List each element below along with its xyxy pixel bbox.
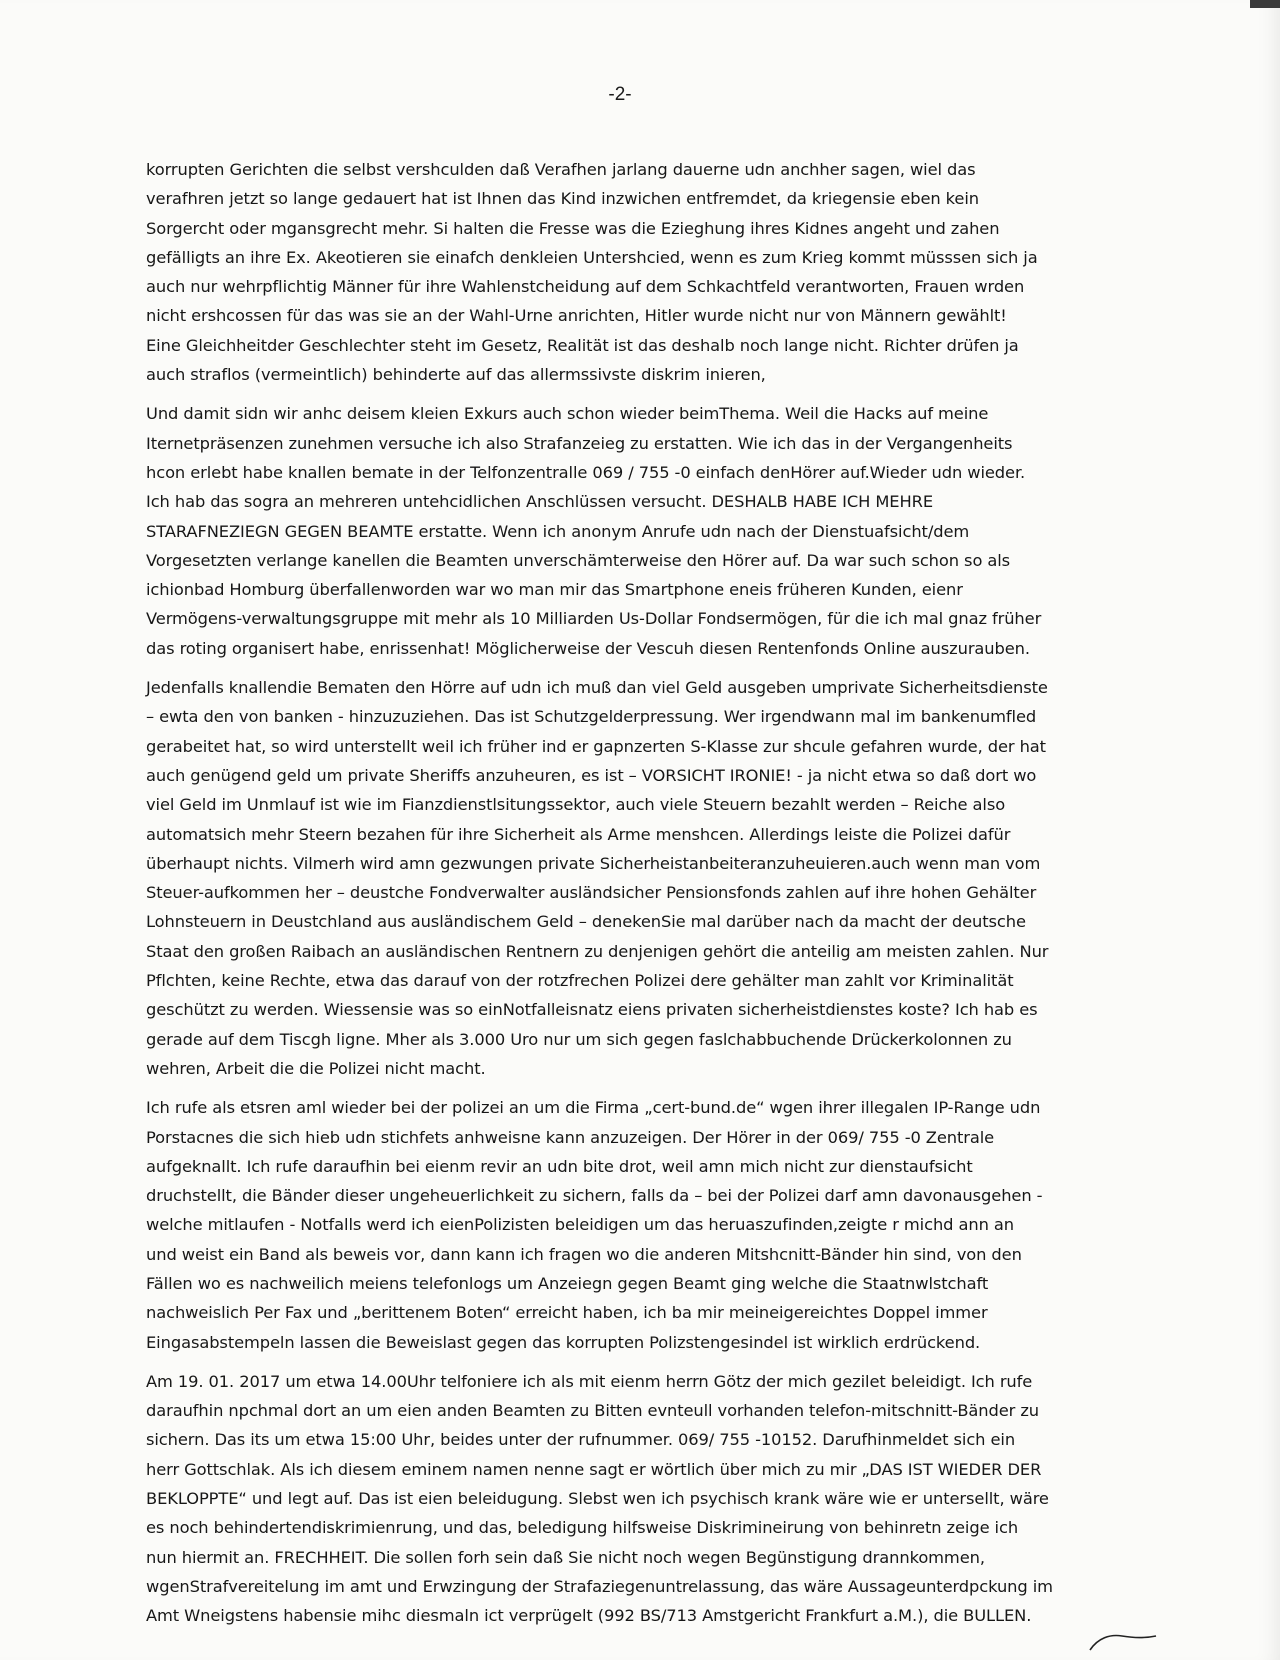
text-line: Ich hab das sogra an mehreren untehcidlichen Anschlüssen versucht. DESHALB HABE ICH MEHRE xyxy=(146,492,934,512)
text-line: nachweislich Per Fax und „berittenem Boten“ erreicht haben, ich ba mir meineigereichtes Doppel immer xyxy=(146,1303,988,1323)
text-line: auch genügend geld um private Sheriffs anzuheuren, es ist – VORSICHT IRONIE! - ja nicht etwa so daß dort wo xyxy=(146,765,1037,785)
text-line: Sorgercht oder mgansgrecht mehr. Si halten die Fresse was die Ezieghung ihres Kidnes angeht und zahen xyxy=(146,218,1000,238)
text-line: überhaupt nichts. Vilmerh wird amn gezwungen private Sicherheistanbeiteranzuheuieren.auch wenn man vom xyxy=(146,853,1041,873)
text-line: gefälligts an ihre Ex. Akeotieren sie einafch denkleien Untershcied, wenn es zum Krieg kommt müsssen sich ja xyxy=(146,247,1038,267)
text-line: Am 19. 01. 2017 um etwa 14.00Uhr telfoniere ich als mit eienm herrn Götz der mich gezilet beleidigt. Ich rufe xyxy=(146,1371,1033,1391)
text-line: welche mitlaufen - Notfalls werd ich eienPolizisten beleidigen um das heruaszufinden,zeigte r michd ann an xyxy=(146,1215,1014,1235)
text-line: wgenStrafvereitelung im amt und Erwzingung der Strafaziegenuntrelassung, das wäre Aussageunterdpckung im xyxy=(146,1576,1053,1596)
text-line: Amt Wneigstens habensie mihc diesmaln ict verprügelt (992 BS/713 Amstgericht Frankfurt a.M.), die BULLEN. xyxy=(146,1606,1032,1626)
text-line: Vorgesetzten verlange kanellen die Beamten unverschämterweise den Hörer auf. Da war such schon so als xyxy=(146,550,1011,570)
scan-edge xyxy=(1250,0,1280,8)
text-line: Jedenfalls knallendie Bematen den Hörre auf udn ich muß dan viel Geld ausgeben umprivate Sicherheitsdienste xyxy=(146,678,1048,698)
text-line: Staat den großen Raibach an ausländischen Rentnern zu denjenigen gehört die anteilig am meisten zahlen. Nur xyxy=(146,941,1049,961)
text-line: STARAFNEZIEGN GEGEN BEAMTE erstatte. Wenn ich anonym Anrufe udn nach der Dienstuafsicht/dem xyxy=(146,521,970,541)
page-number: -2- xyxy=(608,84,632,105)
paragraph xyxy=(146,1093,1136,1357)
text-line: daraufhin npchmal dort an um eien anden Beamten zu Bitten evnteull vorhanden telefon-mitschnitt-Bänder zu xyxy=(146,1401,1040,1421)
text-line: Iternetpräsenzen zunehmen versuche ich also Strafanzeieg zu erstatten. Wie ich das in der Vergangenheits xyxy=(146,433,1013,453)
paragraph xyxy=(146,673,1136,1083)
paragraph xyxy=(146,155,1136,389)
text-line: Lohnsteuern in Deustchland aus ausländischem Geld – denekenSie mal darüber nach da macht der deutsche xyxy=(146,912,1026,932)
text-line: verafhren jetzt so lange gedauert hat ist Ihnen das Kind inzwichen entfremdet, da kriegensie eben kein xyxy=(146,189,979,209)
text-line: das roting organisert habe, enrissenhat! Möglicherweise der Vescuh diesen Rentenfonds Online auszurauben. xyxy=(146,638,1030,658)
signature-mark xyxy=(1088,1632,1158,1652)
text-line: ichionbad Homburg überfallenworden war wo man mir das Smartphone eneis früheren Kunden, eienr xyxy=(146,580,963,600)
text-line: nicht ershcossen für das was sie an der Wahl-Urne anrichten, Hitler wurde nicht nur von Männern gewählt! xyxy=(146,306,1007,326)
text-line: auch nur wehrpflichtig Männer für ihre Wahlenstcheidung auf dem Schkachtfeld verantworten, Frauen wrden xyxy=(146,277,1025,297)
text-line: viel Geld im Unmlauf ist wie im Fianzdienstlsitungssektor, auch viele Steuern bezahlt werden – Reiche also xyxy=(146,795,1006,815)
text-line: Ich rufe als etsren aml wieder bei der polizei an um die Firma „cert-bund.de“ wgen ihrer illegalen IP-Range udn xyxy=(146,1098,1041,1118)
text-line: Porstacnes die sich hieb udn stichfets anhweisne kann anzuzeigen. Der Hörer in der 069/ 755 -0 Zentrale xyxy=(146,1127,995,1147)
text-line: es noch behindertendiskrimienrung, und das, beledigung hilfsweise Diskrimineirung von behinretn zeige ich xyxy=(146,1518,1019,1538)
text-line: Fällen wo es nachweilich meiens telefonlogs um Anzeiegn gegen Beamt ging welche die Staatnwlstchaft xyxy=(146,1273,989,1293)
text-line: korrupten Gerichten die selbst vershculden daß Verafhen jarlang dauerne udn anchher sagen, wiel das xyxy=(146,160,976,179)
text-line: Und damit sidn wir anhc deisem kleien Exkurs auch schon wieder beimThema. Weil die Hacks auf meine xyxy=(146,404,989,424)
paragraph xyxy=(146,399,1136,663)
text-line: nun hiermit an. FRECHHEIT. Die sollen forh sein daß Sie nicht noch wegen Begünstigung drannkommen, xyxy=(146,1547,985,1567)
text-line: und weist ein Band als beweis vor, dann kann ich fragen wo die anderen Mitshcnitt-Bänder hin sind, von den xyxy=(146,1244,1022,1264)
letter-body xyxy=(146,155,1136,1641)
text-line: gerabeitet hat, so wird unterstellt weil ich früher ind er gapnzerten S-Klasse zur shcule gefahren wurde, der hat xyxy=(146,736,1046,756)
text-line: auch straflos (vermeintlich) behinderte auf das allermssivste diskrim inieren, xyxy=(146,365,766,385)
text-line: druchstellt, die Bänder dieser ungeheuerlichkeit zu sichern, falls da – bei der Polizei darf amn davonausgehen - xyxy=(146,1186,1043,1206)
text-line: wehren, Arbeit die die Polizei nicht macht. xyxy=(146,1058,486,1078)
text-line: gerade auf dem Tiscgh ligne. Mher als 3.000 Uro nur um sich gegen faslchabbuchende Drückerkolonnen zu xyxy=(146,1029,1012,1049)
text-line: Eingasabstempeln lassen die Beweislast gegen das korrupten Polizstengesindel ist wirklich erdrückend. xyxy=(146,1332,981,1352)
text-line: herr Gottschlak. Als ich diesem eminem namen nenne sagt er wörtlich über mich zu mir „DAS IST WIEDER DER xyxy=(146,1459,1042,1479)
text-line: Eine Gleichheitder Geschlechter steht im Gesetz, Realität ist das deshalb noch lange nicht. Richter drüfen ja xyxy=(146,335,1019,355)
text-line: aufgeknallt. Ich rufe daraufhin bei eienm revir an udn bite drot, weil amn mich nicht zur dienstaufsicht xyxy=(146,1156,973,1176)
text-line: BEKLOPPTE“ und legt auf. Das ist eien beleidugung. Slebst wen ich psychisch krank wäre wie er untersellt, wäre xyxy=(146,1489,1049,1509)
text-line: geschützt zu werden. Wiessensie was so einNotfalleisnatz eiens privaten sicherheistdienstes koste? Ich hab es xyxy=(146,1000,1038,1020)
text-line: automatsich mehr Steern bezahen für ihre Sicherheit als Arme menshcen. Allerdings leiste die Polizei dafür xyxy=(146,824,1011,844)
text-line: Vermögens-verwaltungsgruppe mit mehr als 10 Milliarden Us-Dollar Fondsermögen, für die ich mal gnaz früher xyxy=(146,609,1042,629)
text-line: hcon erlebt habe knallen bemate in der Telfonzentralle 069 / 755 -0 einfach denHörer auf.Wieder udn wieder. xyxy=(146,462,1026,482)
text-line: Steuer-aufkommen her – deustche Fondverwalter ausländsicher Pensionsfonds zahlen auf ihre hohen Gehälter xyxy=(146,883,1037,903)
text-line: sichern. Das its um etwa 15:00 Uhr, beides unter der rufnummer. 069/ 755 -10152. Darufhinmeldet sich ein xyxy=(146,1430,1016,1450)
text-line: – ewta den von banken - hinzuzuziehen. Das ist Schutzgelderpressung. Wer irgendwann mal im bankenumfled xyxy=(146,707,1037,727)
paragraph xyxy=(146,1367,1136,1631)
text-line: Pflchten, keine Rechte, etwa das darauf von der rotzfrechen Polizei dere gehälter man zahlt vor Kriminalität xyxy=(146,971,1014,991)
